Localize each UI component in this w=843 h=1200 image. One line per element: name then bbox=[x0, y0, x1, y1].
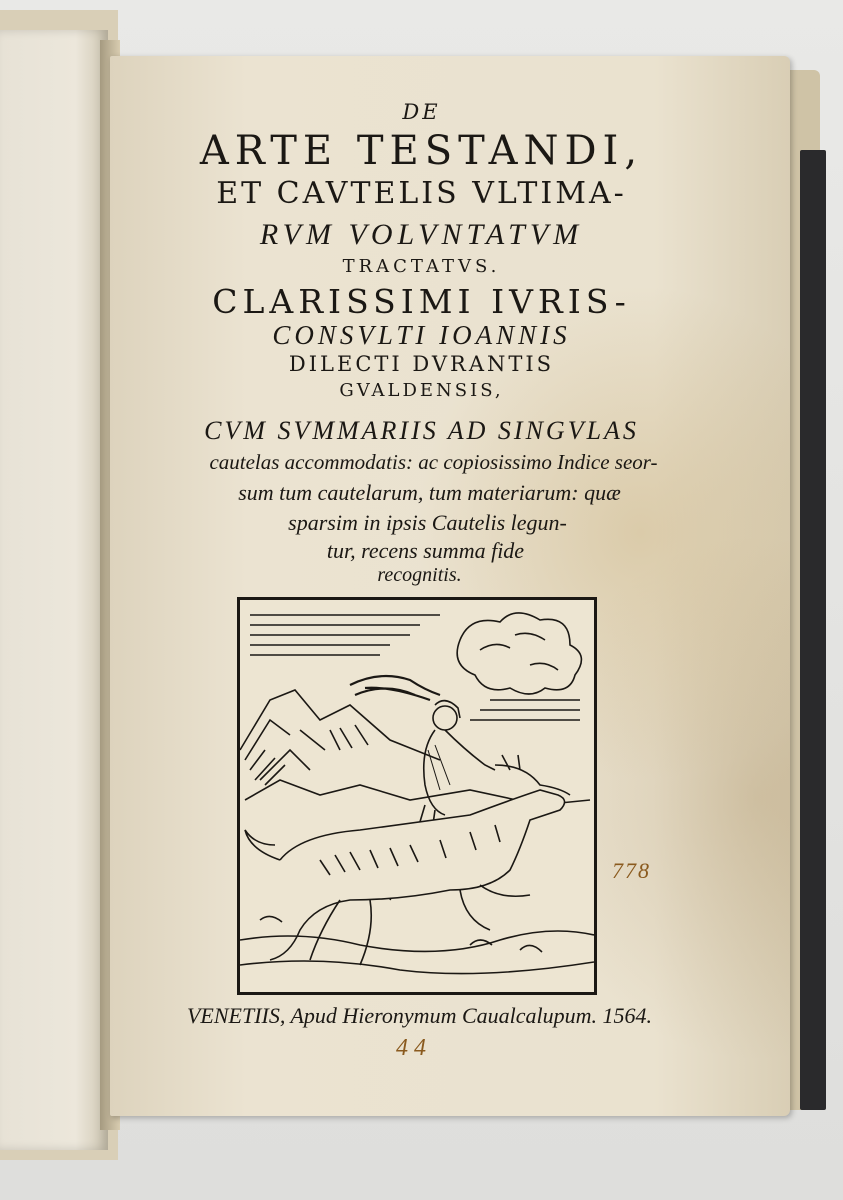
woodcut-illustration bbox=[237, 597, 597, 995]
summary-line-3: sum tum cautelarum, tum materiarum: quæ bbox=[238, 480, 621, 505]
title-line-rum-voluntatum: RVM VOLVNTATVM bbox=[259, 218, 584, 251]
handwritten-number: 44 bbox=[396, 1035, 432, 1061]
title-line-de: DE bbox=[402, 100, 441, 124]
handwritten-margin-note: 778 bbox=[612, 858, 651, 883]
author-line-consulti: CONSVLTI IOANNIS bbox=[272, 320, 571, 350]
author-line-gualdensis: GVALDENSIS, bbox=[339, 380, 504, 401]
summary-line-5: tur, recens summa fide bbox=[326, 538, 525, 563]
summary-line-4: sparsim in ipsis Cautelis legun- bbox=[288, 510, 567, 535]
title-line-arte-testandi: ARTE TESTANDI, bbox=[199, 128, 644, 174]
author-line-clarissimi: CLARISSIMI IVRIS- bbox=[212, 282, 631, 321]
summary-line-2: cautelas accommodatis: ac copiosissimo Indice seor- bbox=[209, 450, 658, 474]
title-line-et-cautelis: ET CAVTELIS VLTIMA- bbox=[216, 176, 627, 211]
imprint-line: VENETIIS, Apud Hieronymum Caualcalupum. 1564. bbox=[186, 1003, 653, 1028]
title-line-tractatus: TRACTATVS. bbox=[342, 256, 501, 277]
woodcut-rider-on-beast-image bbox=[240, 600, 594, 992]
author-line-dilecti: DILECTI DVRANTIS bbox=[288, 352, 555, 376]
summary-line-cum-summariis: CVM SVMMARIIS AD SINGVLAS bbox=[204, 416, 639, 445]
summary-line-6: recognitis. bbox=[377, 564, 462, 586]
